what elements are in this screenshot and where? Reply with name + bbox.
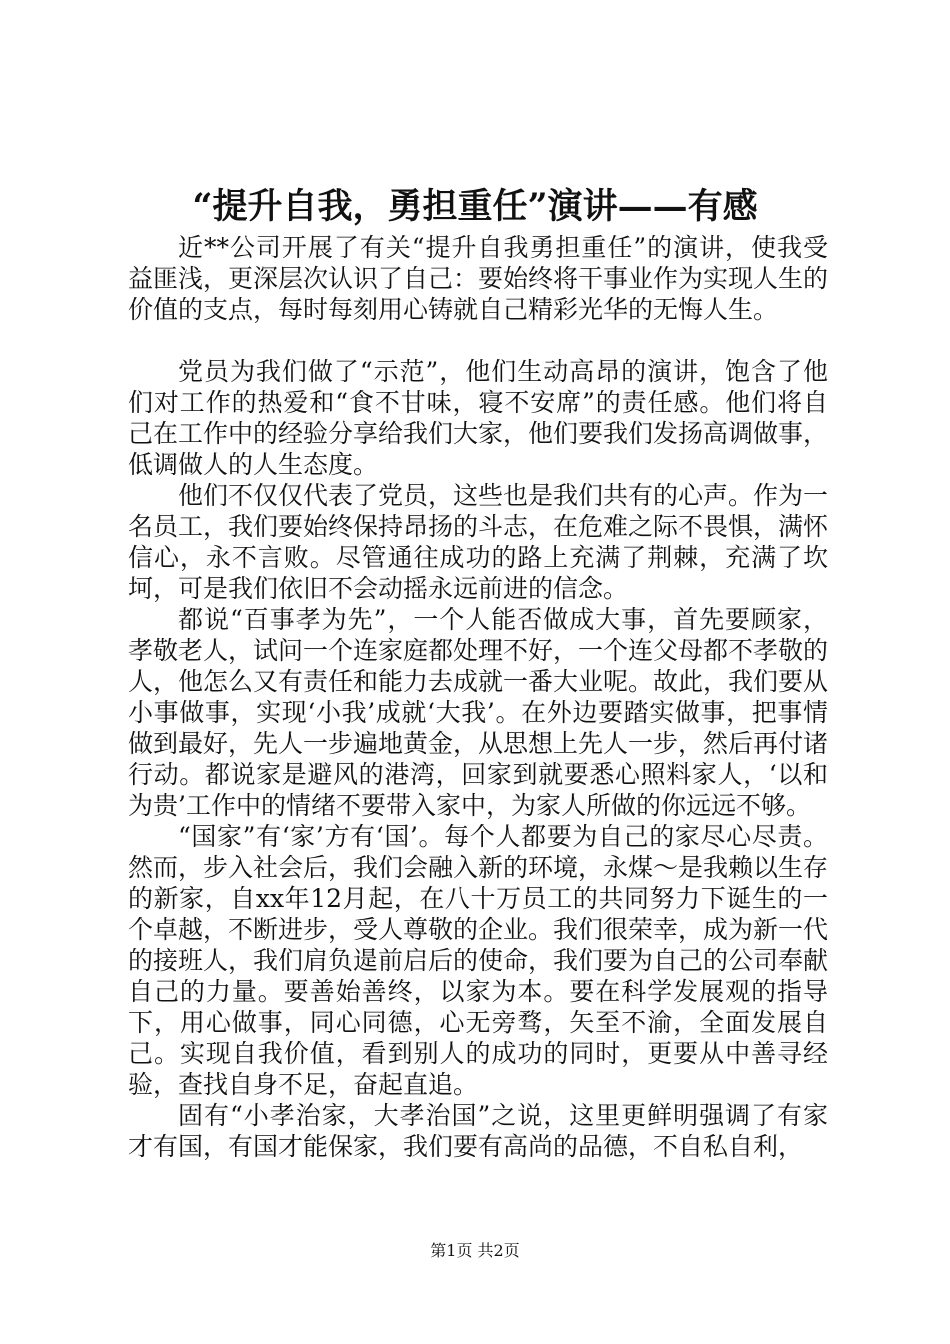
page-number-footer: 第1页 共2页	[430, 1241, 520, 1260]
paragraph-5: “国家”有‘家’方有‘国’。每个人都要为自己的家尽心尽责。然而，步入社会后，我们会融入新的环境，永煤～是我赖以生存的新家，自xx年12月起，在八十万员工的共同努力下诞生的一个卓越，不断进步，受人尊敬的企业。我们很荣幸，成为新一代的接班人，我们肩负遈前启后的使命，我们要为自己的公司奉献自己的力量。要善始善终，以家为本。要在科学发展观的指导下，用心做事，同心同德，心无旁骛，矢至不渝，全面发展自己。实现自我价值，看到别人的成功的同时，更要从中善寻经验，查找自身不足，奋起直追。	[128, 822, 829, 1099]
paragraph-spacer	[128, 325, 828, 356]
paragraph-1: 近**公司开展了有关“提升自我勇担重任”的演讲，使我受益匪浅，更深层次认识了自己：要始终将干事业作为实现人生的价值的支点，每时每刻用心铸就自己精彩光华的无悔人生。	[128, 233, 829, 324]
paragraph-6: 固有“小孝治家，大孝治国”之说，这里更鲜明强调了有家才有国，有国才能保家，我们要有高尚的品德，不自私自利，	[128, 1101, 828, 1161]
document-body	[128, 232, 828, 1162]
document-title: “提升自我，勇担重任”演讲——有感	[192, 186, 758, 227]
paragraph-3: 他们不仅仅代表了党员，这些也是我们共有的心声。作为一名员工，我们要始终保持昂扬的斗志，在危难之际不畏惧，满怀信心，永不言败。尽管通往成功的路上充满了荆棘，充满了坎坷，可是我们依旧不会动摇永远前进的信念。	[128, 481, 829, 603]
paragraph-4: 都说“百事孝为先”，一个人能否做成大事，首先要顾家，孝敬老人，试问一个连家庭都处理不好，一个连父母都不孝敬的人，他怎么又有责任和能力去成就一番大业呢。故此，我们要从小事做事，实现‘小我’成就‘大我’。在外边要踏实做事，把事情做到最好，先人一步遍地黄金，从思想上先人一步，然后再付诸行动。都说家是避风的港湾，回家到就要悉心照料家人，‘以和为贵’工作中的情绪不要带入家中，为家人所做的你远远不够。	[128, 605, 829, 820]
paragraph-2: 党员为我们做了“示范”，他们生动高昂的演讲，饱含了他们对工作的热爱和“食不甘味，寝不安席”的责任感。他们将自己在工作中的经验分享给我们大家，他们要我们发扬高调做事，低调做人的人生态度。	[128, 357, 829, 479]
